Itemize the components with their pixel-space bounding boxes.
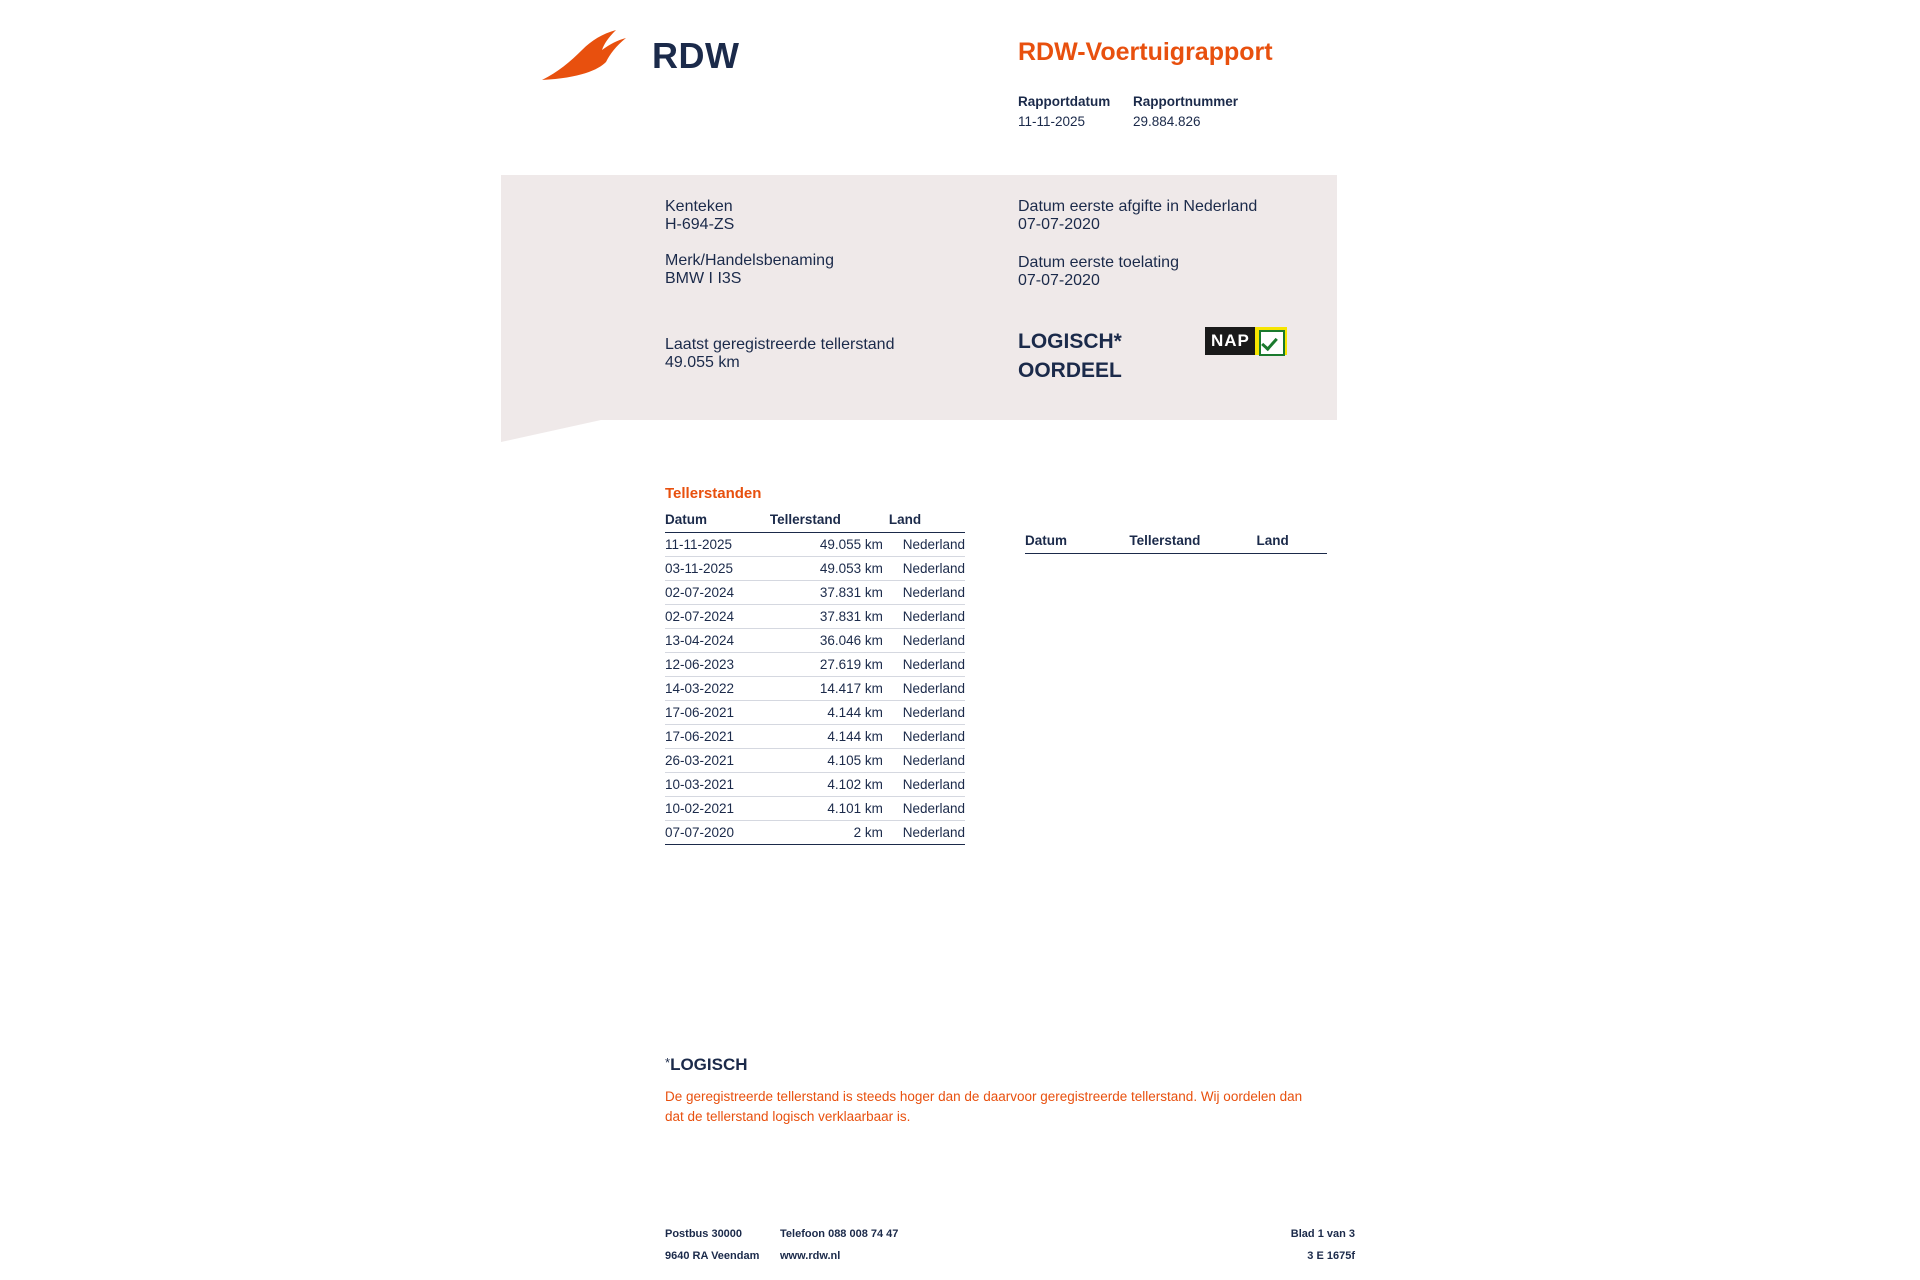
table-row bbox=[665, 773, 965, 797]
cell-land: Nederland bbox=[889, 605, 965, 629]
cell-land: Nederland bbox=[889, 533, 965, 557]
verdict-line-2: OORDEEL bbox=[1018, 358, 1122, 382]
note-body-line-1: De geregistreerde tellerstand is steeds hoger dan de daarvoor geregistreerde tellerstand. Wij oordelen dan bbox=[665, 1089, 1303, 1104]
note-body bbox=[665, 1087, 1355, 1126]
verdict-line-1: LOGISCH* bbox=[1018, 330, 1122, 353]
cell-tellerstand: 4.144 km bbox=[770, 725, 889, 749]
cell-tellerstand: 37.831 km bbox=[770, 581, 889, 605]
tellerstanden-table-left bbox=[665, 510, 965, 845]
column-header-tellerstand: Tellerstand bbox=[1129, 510, 1256, 554]
cell-datum: 12-06-2023 bbox=[665, 653, 770, 677]
column-header-land: Land bbox=[889, 510, 965, 533]
cell-datum: 26-03-2021 bbox=[665, 749, 770, 773]
table-row bbox=[665, 653, 965, 677]
footer-phone: Telefoon 088 008 74 47 bbox=[780, 1228, 899, 1240]
table-row bbox=[665, 533, 965, 557]
logisch-note bbox=[665, 1055, 1355, 1126]
cell-tellerstand: 49.053 km bbox=[770, 557, 889, 581]
tellerstanden-title: Tellerstanden bbox=[665, 485, 762, 502]
cell-land: Nederland bbox=[889, 797, 965, 821]
cell-tellerstand: 14.417 km bbox=[770, 677, 889, 701]
table-row bbox=[665, 821, 965, 845]
table-row bbox=[665, 797, 965, 821]
nap-badge bbox=[1205, 327, 1293, 355]
eerste-afgifte-value: 07-07-2020 bbox=[1018, 216, 1100, 233]
summary-right-column bbox=[1018, 198, 1348, 290]
column-header-datum: Datum bbox=[1025, 510, 1129, 554]
nap-badge-text: NAP bbox=[1205, 327, 1255, 355]
rdw-logo-text: RDW bbox=[652, 35, 740, 76]
table-header-row bbox=[1025, 510, 1327, 554]
checkmark-icon bbox=[1259, 330, 1285, 356]
tellerstanden-table-right bbox=[1025, 510, 1327, 554]
cell-land: Nederland bbox=[889, 701, 965, 725]
cell-datum: 02-07-2024 bbox=[665, 605, 770, 629]
cell-land: Nederland bbox=[889, 725, 965, 749]
cell-datum: 10-02-2021 bbox=[665, 797, 770, 821]
report-number-label: Rapportnummer bbox=[1133, 94, 1239, 109]
cell-land: Nederland bbox=[889, 749, 965, 773]
cell-land: Nederland bbox=[889, 581, 965, 605]
column-header-land: Land bbox=[1256, 510, 1327, 554]
footer-form-code: 3 E 1675f bbox=[1307, 1250, 1355, 1262]
table-row bbox=[665, 581, 965, 605]
cell-tellerstand: 4.102 km bbox=[770, 773, 889, 797]
report-date-value: 11-11-2025 bbox=[1018, 114, 1086, 129]
cell-tellerstand: 36.046 km bbox=[770, 629, 889, 653]
merk-label: Merk/Handelsbenaming bbox=[665, 252, 834, 269]
rdw-logo bbox=[540, 28, 739, 84]
cell-land: Nederland bbox=[889, 557, 965, 581]
cell-tellerstand: 37.831 km bbox=[770, 605, 889, 629]
note-title bbox=[665, 1055, 1355, 1075]
table-row bbox=[665, 677, 965, 701]
tellerstand-value: 49.055 km bbox=[665, 354, 740, 371]
verdict-text bbox=[1018, 328, 1122, 386]
cell-datum: 17-06-2021 bbox=[665, 701, 770, 725]
report-date-label: Rapportdatum bbox=[1018, 94, 1111, 109]
cell-datum: 14-03-2022 bbox=[665, 677, 770, 701]
cell-land: Nederland bbox=[889, 821, 965, 845]
document-header bbox=[0, 0, 1920, 170]
cell-tellerstand: 4.144 km bbox=[770, 701, 889, 725]
note-body-line-2: dat de tellerstand logisch verklaarbaar is. bbox=[665, 1108, 911, 1124]
kenteken-value: H-694-ZS bbox=[665, 216, 735, 233]
page-footer bbox=[665, 1228, 1355, 1272]
report-number-value: 29.884.826 bbox=[1133, 114, 1201, 129]
cell-land: Nederland bbox=[889, 773, 965, 797]
cell-datum: 17-06-2021 bbox=[665, 725, 770, 749]
note-star: * bbox=[665, 1055, 671, 1070]
tellerstand-label: Laatst geregistreerde tellerstand bbox=[665, 336, 895, 353]
cell-tellerstand: 27.619 km bbox=[770, 653, 889, 677]
column-header-tellerstand: Tellerstand bbox=[770, 510, 889, 533]
eerste-toelating-label: Datum eerste toelating bbox=[1018, 254, 1179, 271]
footer-postbus: Postbus 30000 bbox=[665, 1228, 743, 1240]
cell-tellerstand: 4.105 km bbox=[770, 749, 889, 773]
cell-datum: 10-03-2021 bbox=[665, 773, 770, 797]
report-title: RDW-Voertuigrapport bbox=[1018, 38, 1273, 66]
report-meta bbox=[1018, 94, 1238, 129]
cell-datum: 07-07-2020 bbox=[665, 821, 770, 845]
table-row bbox=[665, 749, 965, 773]
rdw-flame-icon bbox=[540, 28, 636, 84]
table-row bbox=[665, 557, 965, 581]
cell-land: Nederland bbox=[889, 677, 965, 701]
cell-datum: 03-11-2025 bbox=[665, 557, 770, 581]
eerste-afgifte-label: Datum eerste afgifte in Nederland bbox=[1018, 198, 1258, 215]
table-row bbox=[665, 605, 965, 629]
eerste-toelating-value: 07-07-2020 bbox=[1018, 272, 1100, 289]
table-header-row bbox=[665, 510, 965, 533]
cell-land: Nederland bbox=[889, 629, 965, 653]
merk-value: BMW I I3S bbox=[665, 270, 742, 287]
summary-left-column bbox=[665, 198, 1005, 372]
cell-datum: 02-07-2024 bbox=[665, 581, 770, 605]
note-title-text: LOGISCH bbox=[670, 1055, 748, 1074]
table-row bbox=[665, 701, 965, 725]
footer-website[interactable]: www.rdw.nl bbox=[780, 1250, 841, 1262]
table-row bbox=[665, 725, 965, 749]
footer-city: 9640 RA Veendam bbox=[665, 1250, 760, 1262]
summary-band-notch bbox=[501, 420, 601, 442]
cell-tellerstand: 49.055 km bbox=[770, 533, 889, 557]
cell-tellerstand: 2 km bbox=[770, 821, 889, 845]
cell-datum: 13-04-2024 bbox=[665, 629, 770, 653]
cell-land: Nederland bbox=[889, 653, 965, 677]
kenteken-label: Kenteken bbox=[665, 198, 733, 215]
footer-page-number: Blad 1 van 3 bbox=[1290, 1228, 1355, 1240]
cell-datum: 11-11-2025 bbox=[665, 533, 770, 557]
column-header-datum: Datum bbox=[665, 510, 770, 533]
table-row bbox=[665, 629, 965, 653]
nap-badge-check-area bbox=[1255, 327, 1287, 355]
cell-tellerstand: 4.101 km bbox=[770, 797, 889, 821]
